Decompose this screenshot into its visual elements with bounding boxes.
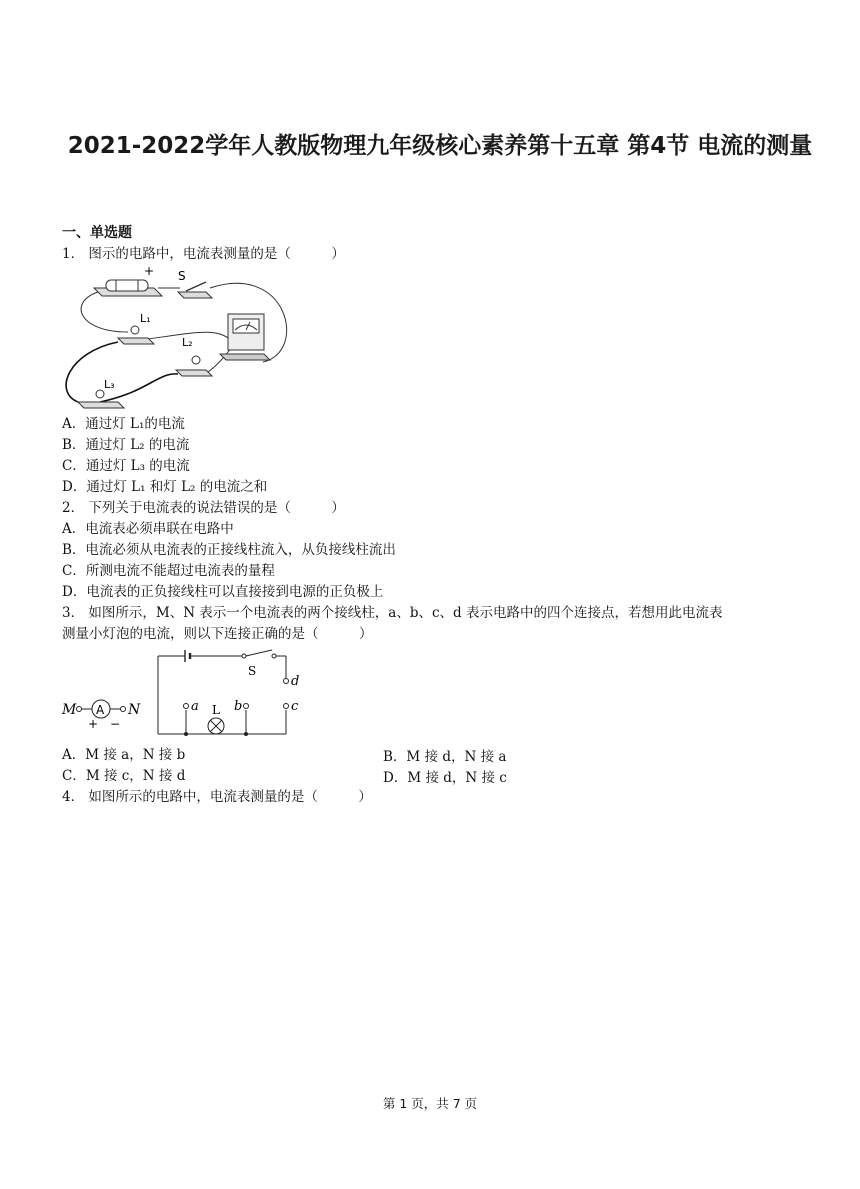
lamp-symbol	[208, 718, 224, 734]
page-title: 2021-2022学年人教版物理九年级核心素养第十五章 第4节 电流的测量	[67, 133, 813, 159]
q1-circuit-figure	[58, 262, 298, 414]
ammeter-label: A	[96, 703, 105, 717]
q2-option-a[interactable]: A．电流表必须串联在电路中	[62, 521, 234, 537]
d-label: d	[291, 674, 300, 689]
plus-label: +	[144, 264, 155, 278]
battery-icon	[94, 280, 162, 296]
l-label: L	[212, 703, 220, 717]
lamp-l2-icon	[176, 356, 212, 376]
ammeter-symbol	[92, 700, 110, 718]
q1-option-a[interactable]: A．通过灯 L₁的电流	[62, 416, 185, 432]
q2-stem: 2． 下列关于电流表的说法错误的是（ ）	[62, 500, 345, 516]
n-label: N	[128, 702, 141, 718]
switch-label: S	[178, 269, 186, 283]
q3-stem-line1: 3． 如图所示，M、N 表示一个电流表的两个接线柱，a、b、c、d 表示电路中的四个连接点，若想用此电流表	[62, 605, 723, 621]
l1-label: L₁	[140, 312, 151, 325]
q1-stem: 1． 图示的电路中，电流表测量的是（ ）	[62, 246, 345, 262]
q1-option-c[interactable]: C．通过灯 L₃ 的电流	[62, 458, 190, 474]
lamp-l1-icon	[118, 326, 154, 344]
l2-label: L₂	[182, 336, 193, 349]
q3-option-b[interactable]: B．M 接 d，N 接 a	[383, 749, 507, 765]
q3-option-c[interactable]: C．M 接 c，N 接 d	[62, 768, 186, 784]
b-label: b	[234, 699, 243, 714]
q2-option-d[interactable]: D．电流表的正负接线柱可以直接接到电源的正负极上	[62, 584, 384, 600]
s-label: S	[248, 664, 257, 678]
section-heading: 一、单选题	[62, 225, 132, 241]
battery-symbol	[185, 650, 190, 662]
q3-stem-line2: 测量小灯泡的电流，则以下连接正确的是（ ）	[62, 626, 373, 642]
switch-symbol	[242, 650, 276, 658]
q2-option-c[interactable]: C．所测电流不能超过电流表的量程	[62, 563, 275, 579]
meter-plus-label: +	[88, 717, 99, 731]
q2-option-b[interactable]: B．电流必须从电流表的正接线柱流入，从负接线柱流出	[62, 542, 396, 558]
meter-minus-label: −	[110, 717, 121, 731]
q3-option-d[interactable]: D．M 接 d，N 接 c	[383, 770, 507, 786]
q1-option-d[interactable]: D．通过灯 L₁ 和灯 L₂ 的电流之和	[62, 479, 268, 495]
lamp-l3-icon	[78, 390, 124, 408]
page-footer: 第 1 页，共 7 页	[382, 1096, 478, 1111]
c-label: c	[291, 699, 299, 714]
a-label: a	[191, 699, 199, 714]
m-label: M	[62, 702, 77, 718]
switch-icon	[178, 282, 212, 298]
l3-label: L₃	[104, 378, 115, 391]
q4-stem: 4． 如图所示的电路中，电流表测量的是（ ）	[62, 789, 372, 805]
q3-option-a[interactable]: A．M 接 a，N 接 b	[62, 747, 186, 763]
q1-option-b[interactable]: B．通过灯 L₂ 的电流	[62, 437, 190, 453]
q3-circuit-figure	[60, 648, 310, 740]
